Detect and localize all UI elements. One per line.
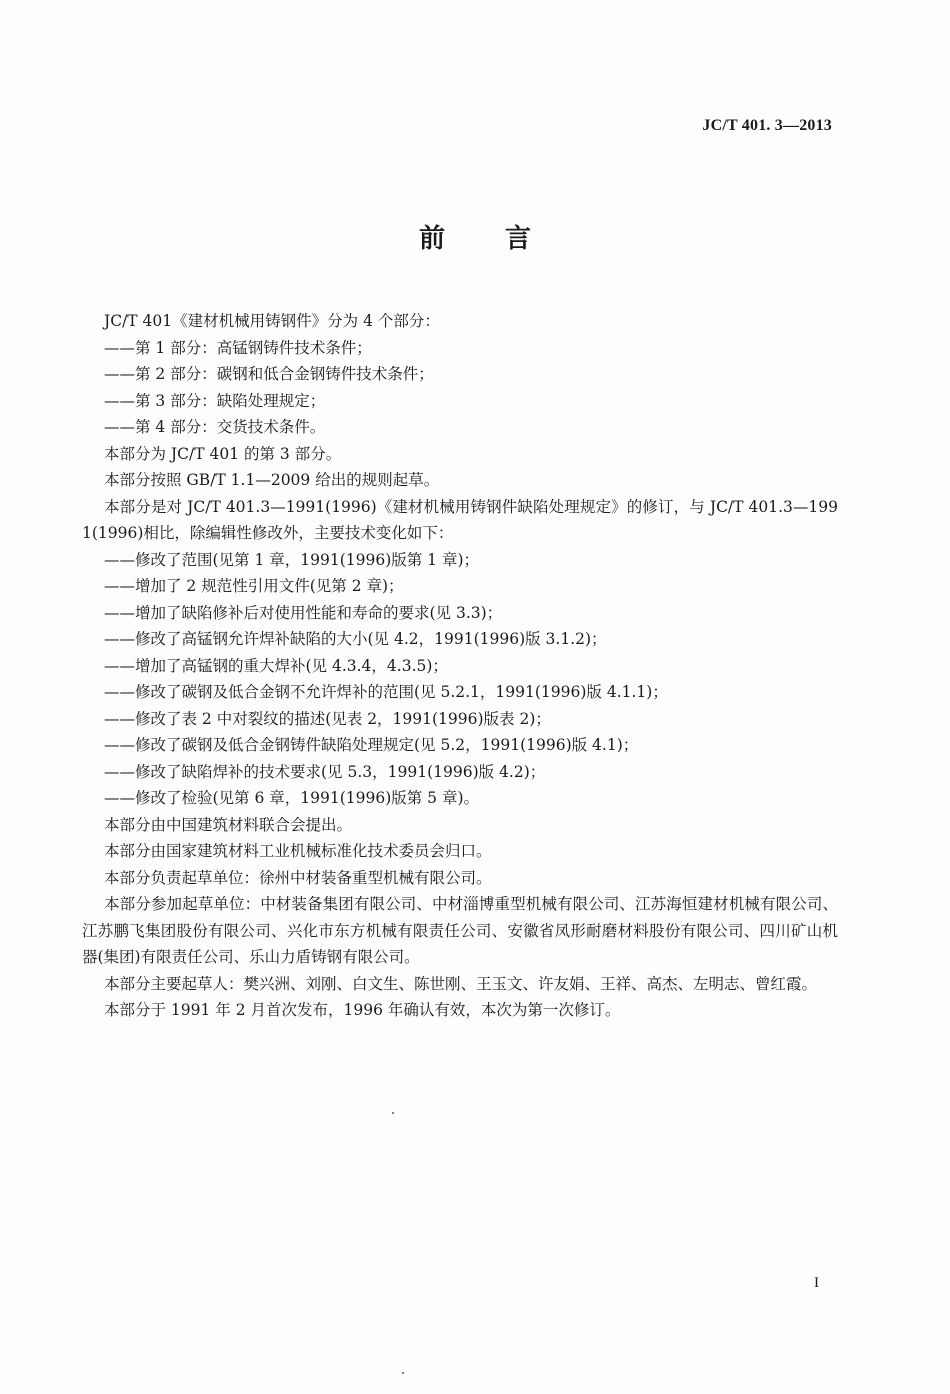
list-item: ——第 3 部分：缺陷处理规定； bbox=[104, 391, 326, 410]
list-item: ——第 2 部分：碳钢和低合金钢铸件技术条件； bbox=[104, 365, 434, 383]
paragraph: 本部分为 JC/T 401 的第 3 部分。 bbox=[104, 444, 342, 463]
list-item: ——修改了碳钢及低合金钢不允许焊补的范围(见 5.2.1，1991(1996)版 4.1.1)； bbox=[104, 683, 668, 701]
list-item: ——修改了范围(见第 1 章，1991(1996)版第 1 章)； bbox=[104, 550, 480, 569]
scan-speck bbox=[392, 1112, 394, 1114]
paragraph: 本部分由中国建筑材料联合会提出。 bbox=[104, 815, 353, 834]
paragraph: 本部分负责起草单位：徐州中材装备重型机械有限公司。 bbox=[104, 868, 492, 887]
title-char-1: 前 bbox=[418, 224, 445, 254]
paragraph: 本部分于 1991 年 2 月首次发布，1996 年确认有效，本次为第一次修订。 bbox=[104, 1001, 621, 1019]
paragraph: 本部分主要起草人：樊兴洲、刘刚、白文生、陈世刚、王玉文、许友娟、王祥、高杰、左明志、曾红霞。 bbox=[104, 974, 818, 993]
list-item: ——修改了高锰钢允许焊补缺陷的大小(见 4.2，1991(1996)版 3.1.2)； bbox=[104, 630, 607, 648]
list-item: ——第 4 部分：交货技术条件。 bbox=[104, 418, 326, 436]
page-title bbox=[0, 218, 950, 255]
list-item: ——修改了缺陷焊补的技术要求(见 5.3，1991(1996)版 4.2)； bbox=[104, 762, 546, 781]
list-item: ——增加了 2 规范性引用文件(见第 2 章)； bbox=[104, 577, 404, 595]
list-item: ——修改了碳钢及低合金钢铸件缺陷处理规定(见 5.2，1991(1996)版 4.1)； bbox=[104, 736, 639, 754]
list-item: ——修改了检验(见第 6 章，1991(1996)版第 5 章)。 bbox=[104, 789, 480, 807]
preface-body bbox=[82, 308, 838, 1024]
standard-code: JC/T 401. 3—2013 bbox=[702, 117, 832, 134]
scan-speck bbox=[402, 1372, 404, 1374]
paragraph: 本部分由国家建筑材料工业机械标准化技术委员会归口。 bbox=[104, 842, 492, 860]
title-char-2: 言 bbox=[505, 224, 532, 254]
paragraph: 本部分是对 JC/T 401.3—1991(1996)《建材机械用铸钢件缺陷处理规定》的修订，与 JC/T 401.3—1991(1996)相比，除编辑性修改外，主要技术变化如下： bbox=[82, 497, 838, 542]
paragraph: 本部分按照 GB/T 1.1—2009 给出的规则起草。 bbox=[104, 471, 440, 489]
page-number: I bbox=[814, 1275, 819, 1291]
list-item: ——第 1 部分：高锰钢铸件技术条件； bbox=[104, 338, 372, 357]
list-item: ——增加了高锰钢的重大焊补(见 4.3.4，4.3.5)； bbox=[104, 656, 448, 675]
paragraph: JC/T 401《建材机械用铸钢件》分为 4 个部分： bbox=[104, 312, 440, 330]
list-item: ——增加了缺陷修补后对使用性能和寿命的要求(见 3.3)； bbox=[104, 603, 503, 622]
list-item: ——修改了表 2 中对裂纹的描述(见表 2，1991(1996)版表 2)； bbox=[104, 709, 551, 728]
paragraph: 本部分参加起草单位：中材装备集团有限公司、中材淄博重型机械有限公司、江苏海恒建材机械有限公司、江苏鹏飞集团股份有限公司、兴化市东方机械有限责任公司、安徽省凤形耐磨材料股份有限公司、四川矿山机器(集团)有限责任公司、乐山力盾铸钢有限公司。 bbox=[82, 895, 838, 966]
